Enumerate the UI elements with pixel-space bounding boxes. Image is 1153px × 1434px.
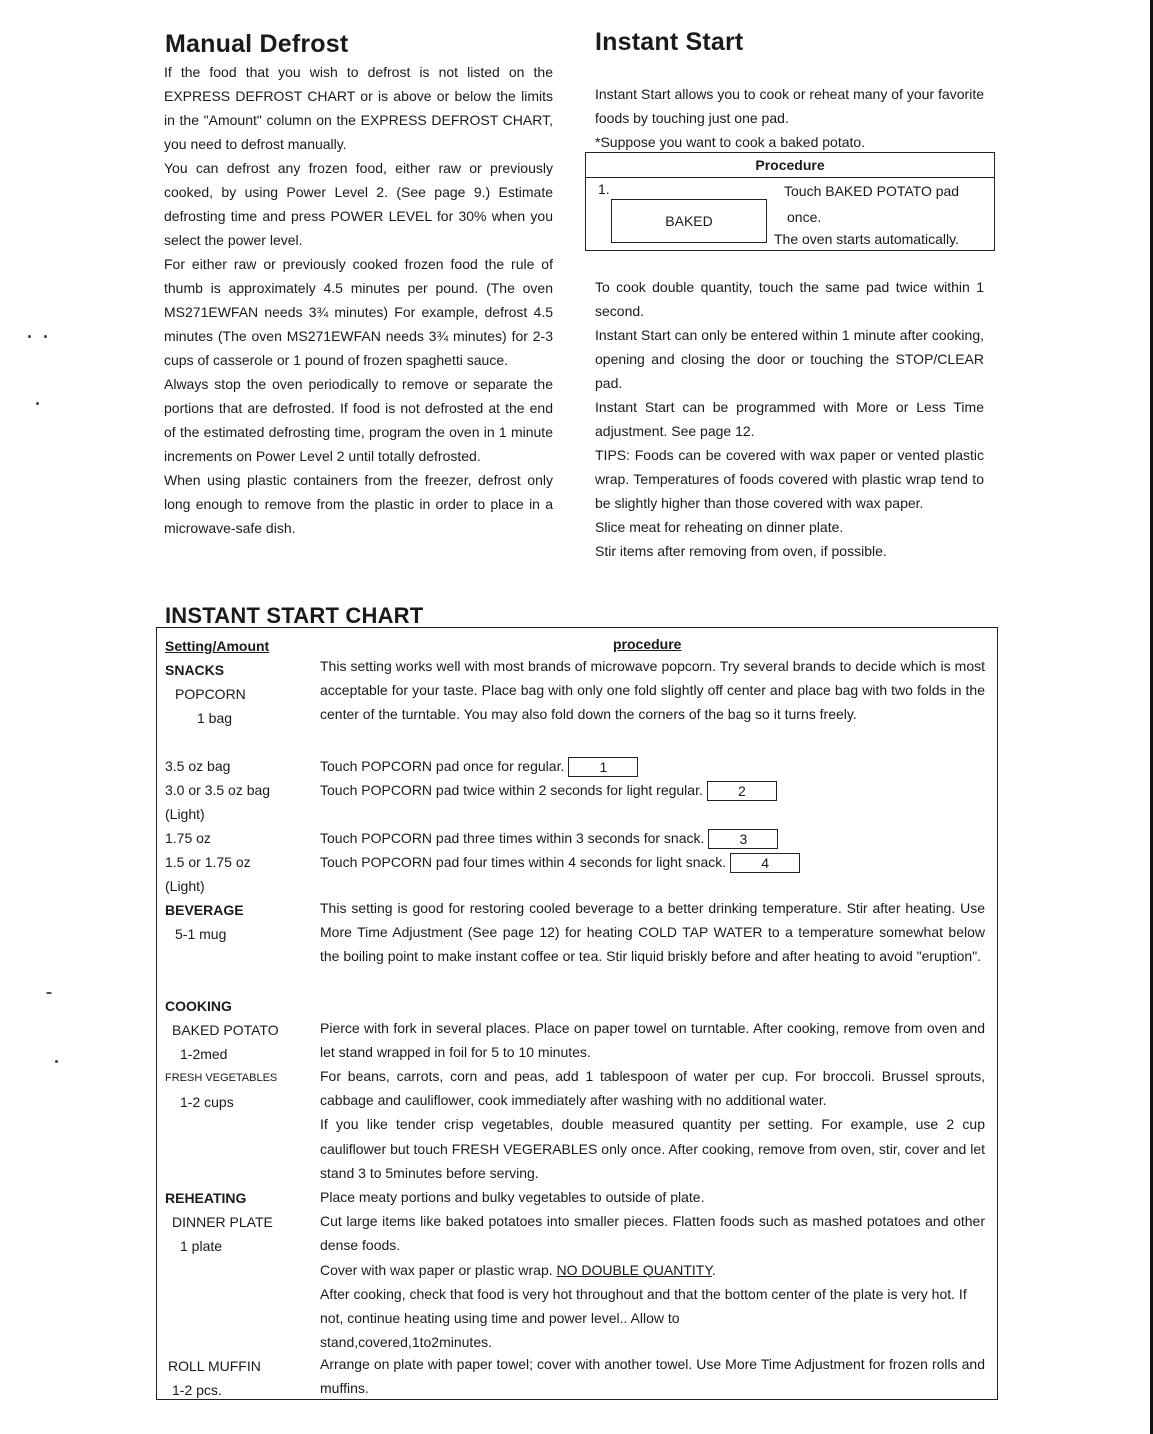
baked-potato-pad: BAKED: [611, 199, 767, 243]
header-procedure: procedure: [613, 636, 682, 652]
popcorn-row: [320, 850, 800, 874]
procedure-text: If you like tender crisp vegetables, double measured quantity per setting. For example, use 2 cup cauliflower but touch FRESH VEGERABLES only once. After cooking, remove from oven, stir, cover and let stand 3 to 5minutes before serving.: [320, 1116, 985, 1181]
procedure-line: once.: [787, 209, 822, 225]
paragraph: When using plastic containers from the freezer, defrost only long enough to remove from the plastic in order to place in a microwave-safe dish.: [164, 472, 553, 536]
procedure-step-number: 1.: [598, 181, 610, 197]
procedure-text: For beans, carrots, corn and peas, add 1 tablespoon of water per cup. For broccoli. Brussel sprouts, cabbage and cauliflower, cook immediately after washing with no additional water.: [320, 1068, 985, 1109]
procedure-text-part: .: [711, 1261, 716, 1278]
procedure-text: [320, 1258, 985, 1282]
paragraph: TIPS: Foods can be covered with wax paper or vented plastic wrap. Temperatures of foods covered with plastic wrap tend to be slightly higher than those covered with wax paper.: [595, 447, 984, 511]
procedure-text: This setting works well with most brands of microwave popcorn. Try several brands to decide which is most acceptable for your taste. Place bag with only one fold slightly off center and place bag with two folds in the center of the turntable. You may also fold down the corners of the bag so it turns freely.: [320, 658, 985, 723]
procedure-text: Touch POPCORN pad three times within 3 seconds for snack.: [320, 830, 705, 846]
header-setting: Setting/Amount: [165, 638, 270, 654]
amount: 1.5 or 1.75 oz: [165, 854, 251, 870]
popcorn-description: [320, 654, 985, 727]
item-dinner-plate: DINNER PLATE: [172, 1214, 273, 1230]
key-box: 4: [730, 853, 800, 873]
procedure-text: Arrange on plate with paper towel; cover with another towel. Use More Time Adjustment for frozen rolls and muffins.: [320, 1356, 985, 1397]
paragraph: To cook double quantity, touch the same pad twice within 1 second.: [595, 279, 984, 319]
item-roll-muffin: ROLL MUFFIN: [168, 1358, 261, 1374]
item-popcorn: POPCORN: [175, 686, 246, 702]
paragraph: Always stop the oven periodically to remove or separate the portions that are defrosted. If food is not defrosted at the end of the estimated defrosting time, program the oven in 1 minute increments on Power Level 2 until totally defrosted.: [164, 376, 553, 464]
popcorn-row: [320, 826, 778, 850]
scan-speck: [46, 992, 52, 994]
amount: 1-2 cups: [180, 1094, 234, 1110]
procedure-header: Procedure: [586, 153, 994, 178]
popcorn-row: [320, 778, 777, 802]
paragraph: Instant Start can only be entered within 1 minute after cooking, opening and closing the door or touching the STOP/CLEAR pad.: [595, 327, 984, 391]
amount: 3.5 oz bag: [165, 758, 231, 774]
manual-defrost-body: [164, 60, 553, 540]
category-snacks: SNACKS: [165, 662, 225, 678]
procedure-text: Touch POPCORN pad four times within 4 seconds for light snack.: [320, 854, 727, 870]
procedure-text: Touch POPCORN pad twice within 2 seconds for light regular.: [320, 782, 703, 798]
dinner-plate-description: [320, 1185, 985, 1354]
category-beverage: BEVERAGE: [165, 902, 244, 918]
muffin-description: [320, 1352, 985, 1400]
procedure-line: The oven starts automatically.: [774, 231, 959, 247]
category-reheating: REHEATING: [165, 1190, 247, 1206]
chart-title: INSTANT START CHART: [165, 603, 424, 628]
paragraph: Slice meat for reheating on dinner plate.: [595, 519, 844, 535]
item-baked-potato: BAKED POTATO: [172, 1022, 279, 1038]
amount: 1-2 pcs.: [172, 1382, 222, 1398]
amount: 5-1 mug: [175, 926, 227, 942]
paragraph: If the food that you wish to defrost is not listed on the EXPRESS DEFROST CHART or is above or below the limits in the "Amount" column on the EXPRESS DEFROST CHART, you need to defrost manually.: [164, 64, 553, 152]
beverage-description: [320, 896, 985, 969]
paragraph: For either raw or previously cooked frozen food the rule of thumb is approximately 4.5 minutes per pound. (The oven MS271EWFAN needs 3¾ minutes) For example, defrost 4.5 minutes (The oven MS271EWFAN needs 3¾ minutes) for 2-3 cups of casserole or 1 pound of frozen spaghetti sauce.: [164, 256, 553, 368]
amount: 1 plate: [180, 1238, 223, 1254]
amount: 1-2med: [180, 1046, 228, 1062]
instant-start-intro: [595, 82, 984, 154]
procedure-text: Cut large items like baked potatoes into smaller pieces. Flatten foods such as mashed potatoes and other dense foods.: [320, 1213, 985, 1254]
procedure-text: Touch POPCORN pad once for regular.: [320, 758, 565, 774]
paragraph: Instant Start can be programmed with More or Less Time adjustment. See page 12.: [595, 399, 984, 439]
paragraph: You can defrost any frozen food, either raw or previously cooked, by using Power Level 2. (See page 9.) Estimate defrosting time and press POWER LEVEL for 30% when you select the power level.: [164, 160, 553, 248]
amount-note: (Light): [165, 878, 205, 894]
scan-speck: [36, 402, 39, 405]
procedure-text-part: Cover with wax paper or plastic wrap.: [320, 1261, 553, 1278]
amount: 1.75 oz: [165, 830, 211, 846]
procedure-text: stand,covered,1to2minutes.: [320, 1334, 492, 1351]
amount-note: (Light): [165, 806, 205, 822]
popcorn-row: [320, 754, 638, 778]
potato-description: [320, 1016, 985, 1064]
instant-start-notes: [595, 275, 984, 563]
manual-defrost-title: Manual Defrost: [165, 30, 349, 58]
procedure-text: This setting is good for restoring cooled beverage to a better drinking temperature. Stir after heating. Use More Time Adjustment (See page 12) for heating COLD TAP WATER to a temperature somewhat below the boiling point to make instant coffee or tea. Stir liquid briskly before and after heating to avoid "eruption".: [320, 900, 985, 965]
key-box: 3: [708, 829, 778, 849]
procedure-line: Touch BAKED POTATO pad: [784, 183, 960, 199]
no-double-quantity-note: NO DOUBLE QUANTITY: [556, 1261, 712, 1278]
scan-speck: [55, 1060, 58, 1063]
key-box: 2: [707, 781, 777, 801]
amount: 3.0 or 3.5 oz bag: [165, 782, 271, 798]
procedure-text: Place meaty portions and bulky vegetables to outside of plate.: [320, 1189, 705, 1205]
instant-start-title: Instant Start: [595, 28, 744, 56]
procedure-text: After cooking, check that food is very hot throughout and that the bottom center of the plate is very hot. If not, continue heating using time and power level.. Allow to: [320, 1285, 967, 1327]
scan-speck: [28, 335, 31, 338]
key-box: 1: [568, 757, 638, 777]
paragraph: Stir items after removing from oven, if possible.: [595, 543, 887, 559]
item-fresh-vegetables: FRESH VEGETABLES: [165, 1072, 278, 1084]
procedure-text: Pierce with fork in several places. Place on paper towel on turntable. After cooking, remove from oven and let stand wrapped in foil for 5 to 10 minutes.: [320, 1020, 985, 1061]
category-cooking: COOKING: [165, 998, 232, 1014]
procedure-box: [585, 152, 995, 251]
amount: 1 bag: [197, 710, 233, 726]
scan-speck: [44, 335, 47, 338]
vegetables-description: [320, 1064, 985, 1185]
paragraph: *Suppose you want to cook a baked potato.: [595, 134, 866, 150]
paragraph: Instant Start allows you to cook or reheat many of your favorite foods by touching just one pad.: [595, 86, 984, 126]
